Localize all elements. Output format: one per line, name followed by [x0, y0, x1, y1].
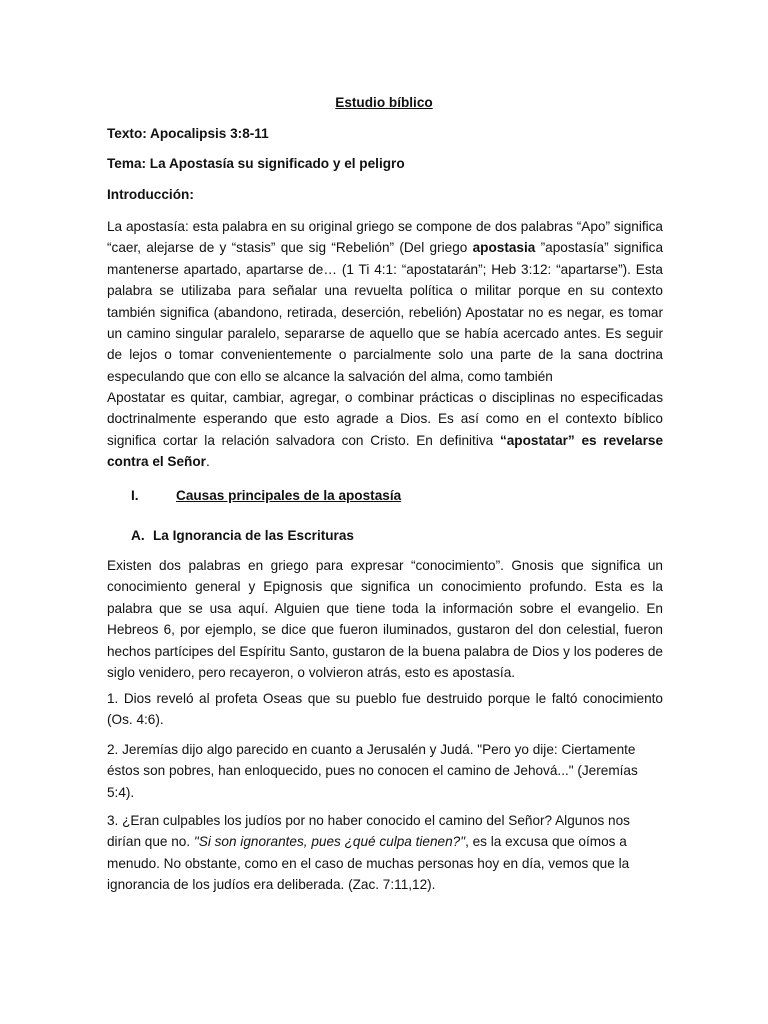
p1-text-a: La apostasía: esta palabra en su original griego se compone de dos palabras “Apo” significa “caer, alejarse de y “stasis” que sig “Rebelión” (Del griego — [107, 219, 663, 256]
section-title: Causas principales de la apostasía — [176, 488, 402, 503]
subsection-letter: A. — [131, 528, 145, 543]
list-item-1: 1. Dios reveló al profeta Oseas que su pueblo fue destruido porque le faltó conocimiento (Os. 4:6). — [107, 691, 663, 728]
intro-paragraph-1 — [107, 216, 663, 387]
p1-text-bold: apostasia — [472, 240, 536, 256]
p2-text-c: . — [205, 454, 210, 470]
section-number: I. — [131, 488, 139, 503]
knowledge-paragraph: Existen dos palabras en griego para expresar “conocimiento”. Gnosis que significa un conocimiento general y Epignosis que significa un conocimiento profundo. Esta es la palabra que se usa aquí. Alguien que tiene toda la información sobre el evangelio. En Hebreos 6, por ejemplo, se dice que fueron iluminados, gustaron del don celestial, fueron hechos partícipes del Espíritu Santo, gustaron de la buena palabra de Dios y los poderes de siglo venidero, pero recayeron, o volvieron atrás, esto es apostasía. — [107, 558, 663, 681]
subsection-a — [131, 525, 354, 546]
p2-text-bold: “apostatar” es revelarse contra el Señor — [107, 432, 663, 470]
introduccion-heading: Introducción: — [107, 187, 194, 202]
p2-text-a: Apostatar es quitar, cambiar, agregar, o combinar prácticas o disciplinas no especificadas doctrinalmente esperando que esto agrade a Dios. Es así como en el contexto bíblico significa cortar la relación salvadora con Cristo. En definitiva — [107, 390, 663, 448]
list-item-2: 2. Jeremías dijo algo parecido en cuanto a Jerusalén y Judá. "Pero yo dije: Ciertamente éstos son pobres, han enloquecido, pues no conocen el camino de Jehová..." (Jeremías 5:4). — [107, 742, 638, 800]
subsection-title: La Ignorancia de las Escrituras — [153, 528, 354, 543]
document-title: Estudio bíblico — [335, 95, 433, 110]
tema-line: Tema: La Apostasía su significado y el peligro — [107, 156, 405, 171]
p1-text-c: ”apostasía” significa mantenerse apartado, apartarse de… (1 Ti 4:1: “apostatarán”; Heb 3:12: “apartarse”). Esta palabra se utilizaba para señalar una revuelta política o militar porque en su contexto también significa (abandono, retirada, deserción, rebelión) Apostatar no es negar, es tomar un camino singular paralelo, separarse de aquello que se había acercado antes. Es seguir de lejos o tomar convenientemente o parcialmente solo una parte de la sana doctrina especulando que con ello se alcance la salvación del alma, como también — [107, 240, 664, 384]
item3-quote: "Si son ignorantes, pues ¿qué culpa tienen?" — [193, 834, 466, 850]
intro-paragraph-2 — [107, 387, 663, 473]
item3-text-a: 3. ¿Eran culpables los judíos por no haber conocido el camino del Señor? Algunos nos dirían que no. — [107, 813, 630, 850]
texto-line: Texto: Apocalipsis 3:8-11 — [107, 126, 269, 141]
item3-text-c: , es la excusa que oímos a menudo. No obstante, como en el caso de muchas personas hoy en día, vemos que la ignorancia de los judíos era deliberada. (Zac. 7:11,12). — [107, 834, 630, 893]
list-item-3 — [107, 810, 663, 896]
